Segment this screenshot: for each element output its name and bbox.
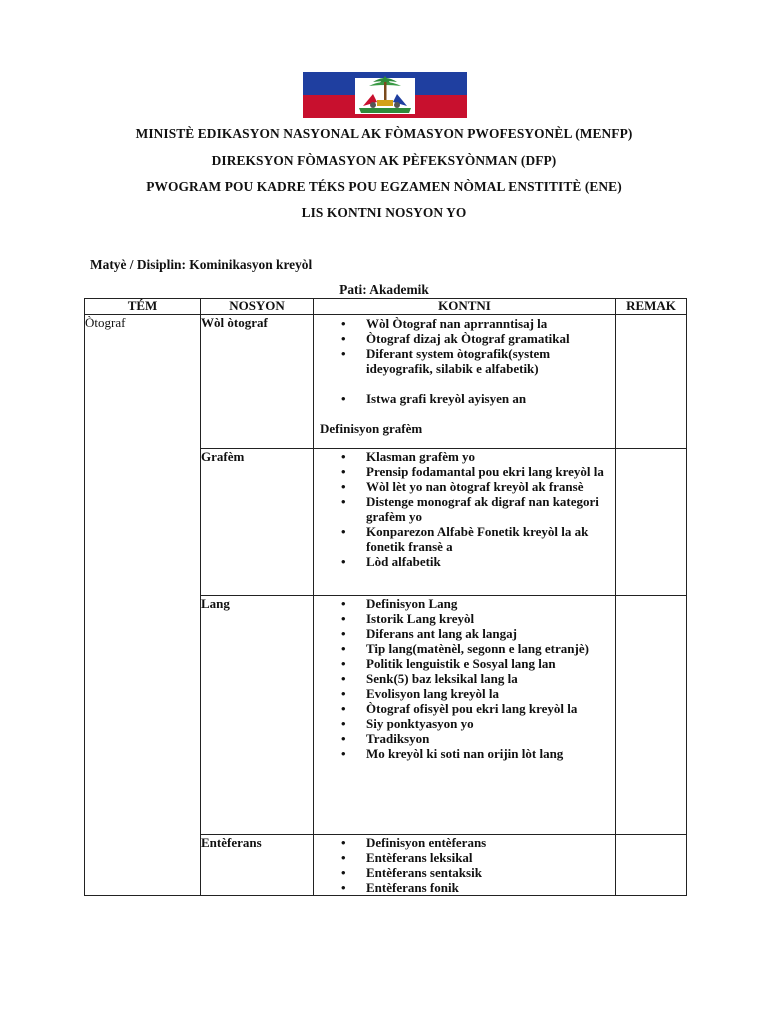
list-item: • Definisyon entèferans [341,835,615,850]
list-item: • Evolisyon lang kreyòl la [341,686,615,701]
kontni-cell [314,315,616,449]
list-item: • Òtograf dizaj ak Òtograf gramatikal [341,331,615,346]
tem-cell: Òtograf [85,315,201,896]
remak-cell [616,449,687,596]
kontni-list [314,596,615,761]
list-item: • Lòd alfabetik [341,554,615,569]
header-remak: REMAK [616,299,687,315]
subject-line: Matyè / Disiplin: Kominikasyon kreyòl [90,257,313,272]
list-item: • Wòl lèt yo nan òtograf kreyòl ak fransè [341,479,615,494]
table-row [85,315,687,449]
list-item: • Distenge monograf ak digraf nan kategori grafèm yo [341,494,615,524]
kontni-cell [314,835,616,896]
list-item: • Konparezon Alfabè Fonetik kreyòl la ak fonetik fransè a [341,524,615,554]
kontni-list [314,449,615,569]
list-title: LIS KONTNI NOSYON YO [301,205,467,220]
header-kontni: KONTNI [314,299,616,315]
list-item: • Entèferans sentaksik [341,865,615,880]
list-item: • Senk(5) baz leksikal lang la [341,671,615,686]
kontni-list [314,315,615,376]
kontni-cell [314,596,616,835]
coat-of-arms-logo [303,72,467,118]
table-header-row [85,299,687,315]
content-table [84,298,687,896]
list-item: • Tip lang(matènèl, segonn e lang etranjè) [341,641,615,656]
kontni-list [314,391,615,406]
list-item: • Diferans ant lang ak langaj [341,626,615,641]
program-heading: PWOGRAM POU KADRE TÉKS POU EGZAMEN NÒMAL ENSTITITÈ (ENE) [146,179,622,194]
remak-cell [616,315,687,449]
ministry-heading: MINISTÈ EDIKASYON NASYONAL AK FÒMASYON PWOFESYONÈL (MENFP) [135,126,633,141]
list-item: • Òtograf ofisyèl pou ekri lang kreyòl la [341,701,615,716]
nosyon-cell: Grafèm [201,449,314,596]
list-item: • Istwa grafi kreyòl ayisyen an [341,391,615,406]
kontni-list [314,835,615,895]
remak-cell [616,835,687,896]
list-item: • Definisyon Lang [341,596,615,611]
nosyon-cell: Entèferans [201,835,314,896]
list-item: • Klasman grafèm yo [341,449,615,464]
nosyon-cell: Lang [201,596,314,835]
kontni-cell [314,449,616,596]
list-item: • Politik lenguistik e Sosyal lang lan [341,656,615,671]
list-item: • Wòl Òtograf nan aprranntisaj la [341,316,615,331]
list-item: • Diferant system òtografik(system ideyografik, silabik e alfabetik) [341,346,615,376]
list-item: • Tradiksyon [341,731,615,746]
remak-cell [616,596,687,835]
list-item: • Istorik Lang kreyòl [341,611,615,626]
list-item: • Mo kreyòl ki soti nan orijin lòt lang [341,746,615,761]
nosyon-cell: Wòl òtograf [201,315,314,449]
header-nosyon: NOSYON [201,299,314,315]
trailing-text: Definisyon grafèm [320,421,423,436]
coat-of-arms-icon [303,72,467,118]
header-tem: TÉM [85,299,201,315]
directorate-heading: DIREKSYON FÒMASYON AK PÈFEKSYÒNMAN (DFP) [211,153,557,168]
list-item: • Entèferans fonik [341,880,615,895]
pati-line: Pati: Akademik [339,282,429,297]
list-item: • Entèferans leksikal [341,850,615,865]
list-item: • Siy ponktyasyon yo [341,716,615,731]
list-item: • Prensip fodamantal pou ekri lang kreyòl la [341,464,615,479]
